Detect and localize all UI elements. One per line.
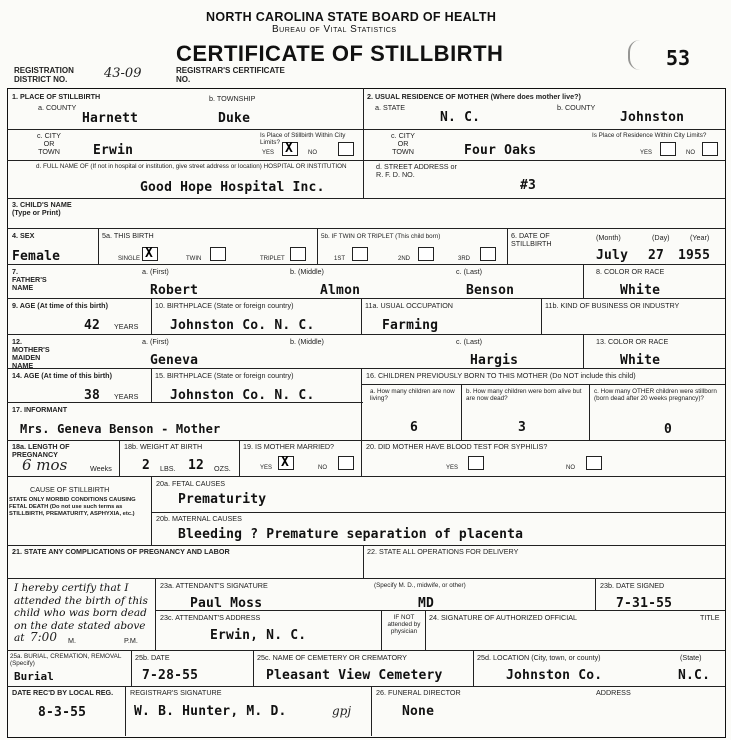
first-label: 1ST (334, 256, 346, 262)
twin-label: TWIN (186, 256, 202, 262)
month-label: (Month) (596, 233, 621, 242)
father-industry-label: 11b. KIND OF BUSINESS OR INDUSTRY (545, 301, 680, 310)
date-signed-label: 23b. DATE SIGNED (600, 581, 665, 590)
order-first-box[interactable] (352, 247, 368, 261)
title-label: TITLE (700, 613, 720, 622)
burial-method: Burial (14, 670, 54, 683)
certification-statement: I hereby certify that I attended the birth of this child who was born dead on the date stated above at (14, 582, 148, 644)
birth-single-box[interactable] (142, 247, 158, 261)
fetal-causes-label: 20a. FETAL CAUSES (156, 479, 226, 488)
burial-date-label: 25b. DATE (135, 653, 170, 662)
day-label: (Day) (652, 233, 670, 242)
registrar-sig-label: REGISTRAR'S SIGNATURE (130, 688, 222, 697)
cause-instructions: STATE ONLY MORBID CONDITIONS CAUSING FETAL DEATH (Do not use such terms as STILLBIRTH, PREMATURITY, ASPHYXIA, etc.) (9, 497, 136, 517)
living-label: a. How many children are now living? (370, 388, 455, 402)
stillbirth-month: July (596, 248, 629, 263)
am-label: M. (68, 636, 76, 645)
funeral-director: None (402, 704, 435, 719)
father-age: 42 (84, 318, 101, 333)
children-living: 6 (410, 420, 419, 435)
cert-number: 53 (666, 46, 691, 70)
father-birthplace-label: 10. BIRTHPLACE (State or foreign country) (155, 301, 294, 310)
syphilis-yes-box[interactable] (468, 456, 484, 470)
father-birthplace: Johnston Co. N. C. (170, 318, 315, 333)
pregnancy-length: 6 mos (22, 456, 68, 474)
married-label: 19. IS MOTHER MARRIED? (243, 442, 335, 451)
place-label: 1. PLACE OF STILLBIRTH (12, 92, 101, 101)
county-label: a. COUNTY (38, 103, 77, 112)
agency-name: NORTH CAROLINA STATE BOARD OF HEALTH (206, 10, 497, 24)
father-last-label: c. (Last) (456, 267, 482, 276)
if-not-label: IF NOT attended by physician (387, 614, 421, 635)
certificate-title: CERTIFICATE OF STILLBIRTH (176, 41, 504, 66)
mother-age: 38 (84, 388, 101, 403)
cemetery-label: 25c. NAME OF CEMETERY OR CREMATORY (257, 653, 407, 662)
father-occupation: Farming (382, 318, 439, 333)
place-township: Duke (218, 111, 251, 126)
children-dead: 3 (518, 420, 527, 435)
reg-district-value: 43-09 (104, 66, 142, 81)
mother-name-label: 12. MOTHER'S MAIDEN NAME (12, 337, 50, 370)
cemetery-name: Pleasant View Cemetery (266, 668, 443, 683)
father-first-label: a. (First) (142, 267, 169, 276)
father-race: White (620, 283, 661, 298)
maternal-causes: Bleeding ? Premature separation of placenta (178, 527, 524, 542)
syphilis-no-box[interactable] (586, 456, 602, 470)
third-label: 3RD (458, 256, 471, 262)
date-received: 8-3-55 (38, 705, 87, 720)
mother-birthplace-label: 15. BIRTHPLACE (State or foreign country) (155, 371, 294, 380)
pm-label: P.M. (124, 636, 138, 645)
stamp-mark (628, 40, 658, 70)
funeral-director-label: 26. FUNERAL DIRECTOR (376, 688, 461, 697)
father-middle: Almon (320, 283, 361, 298)
father-last: Benson (466, 283, 515, 298)
informant-label: 17. INFORMANT (12, 405, 68, 414)
child-name-label: 3. CHILD'S NAME (Type or Print) (12, 200, 72, 217)
father-middle-label: b. (Middle) (290, 267, 324, 276)
no-label: NO (566, 465, 575, 471)
father-name-label: 7. FATHER'S NAME (12, 267, 47, 292)
bureau-name: Bureau of Vital Statistics (272, 24, 397, 35)
attendant-signature: Paul Moss (190, 596, 263, 611)
birth-twin-box[interactable] (210, 247, 226, 261)
weight-lbs: 2 (142, 458, 151, 473)
burial-state: N.C. (678, 668, 711, 683)
mother-first-label: a. (First) (142, 337, 169, 346)
lbs-label: LBS. (160, 464, 176, 473)
residence-county: Johnston (620, 110, 685, 125)
sex-label: 4. SEX (12, 231, 35, 240)
director-address-label: ADDRESS (596, 688, 631, 697)
attendant-address-label: 23c. ATTENDANT'S ADDRESS (160, 613, 261, 622)
second-label: 2ND (398, 256, 411, 262)
mother-race: White (620, 353, 661, 368)
date-received-label: DATE REC'D BY LOCAL REG. (12, 688, 114, 697)
authorized-label: 24. SIGNATURE OF AUTHORIZED OFFICIAL (429, 613, 578, 622)
years-label: YEARS (114, 392, 139, 401)
fetal-causes: Prematurity (178, 492, 267, 507)
specify-label: (Specify M. D., midwife, or other) (374, 582, 466, 589)
maternal-causes-label: 20b. MATERNAL CAUSES (156, 514, 242, 523)
father-occupation-label: 11a. USUAL OCCUPATION (365, 301, 453, 310)
child-sex: Female (12, 249, 61, 264)
father-race-label: 8. COLOR OR RACE (596, 267, 665, 276)
informant-value: Mrs. Geneva Benson - Mother (20, 422, 221, 436)
place-within-city-no[interactable] (338, 142, 354, 156)
mother-birthplace: Johnston Co. N. C. (170, 388, 315, 403)
city-label: c. CITY OR TOWN (37, 131, 61, 156)
single-label: SINGLE (118, 256, 141, 262)
attendant-type: MD (418, 596, 435, 611)
order-second-box[interactable] (418, 247, 434, 261)
burial-location: Johnston Co. (506, 668, 603, 683)
no-label: NO (308, 150, 317, 156)
children-label: 16. CHILDREN PREVIOUSLY BORN TO THIS MOTHER (Do NOT include this child) (366, 371, 636, 380)
father-age-label: 9. AGE (At time of this birth) (12, 301, 108, 310)
mother-middle-label: b. (Middle) (290, 337, 324, 346)
stillbirth-day: 27 (648, 248, 665, 263)
place-within-city-yes[interactable] (282, 142, 298, 156)
hospital-name: Good Hope Hospital Inc. (140, 180, 325, 195)
operations-label: 22. STATE ALL OPERATIONS FOR DELIVERY (367, 547, 519, 556)
yes-label: YES (262, 150, 275, 156)
no-label: NO (686, 150, 695, 156)
weeks-label: Weeks (90, 464, 112, 473)
residence-street: #3 (520, 178, 537, 193)
weight-ozs: 12 (188, 458, 205, 473)
yes-label: YES (446, 465, 459, 471)
stillborn-label: c. How many OTHER children were stillborn (born dead after 20 weeks pregnancy)? (594, 388, 717, 402)
attendant-address: Erwin, N. C. (210, 628, 307, 643)
burial-date: 7-28-55 (142, 668, 199, 683)
year-label: (Year) (690, 233, 710, 242)
attendant-sig-label: 23a. ATTENDANT'S SIGNATURE (160, 581, 268, 590)
residence-city: Four Oaks (464, 143, 537, 158)
cause-label: CAUSE OF STILLBIRTH (30, 485, 110, 494)
triplet-label: TRIPLET (260, 256, 285, 262)
hospital-label: d. FULL NAME OF (If not in hospital or institution, give street address or location) HOSPITAL OR INSTITUTION (36, 163, 347, 170)
burial-state-label: (State) (680, 653, 702, 662)
street-label: d. STREET ADDRESS or R. F. D. NO. (376, 162, 457, 179)
res-city-label: c. CITY OR TOWN (391, 131, 415, 156)
date-signed: 7-31-55 (616, 596, 673, 611)
mother-race-label: 13. COLOR OR RACE (596, 337, 669, 346)
ozs-label: OZS. (214, 464, 231, 473)
mother-first: Geneva (150, 353, 199, 368)
stillbirth-year: 1955 (678, 248, 711, 263)
married-yes-box[interactable] (278, 456, 294, 470)
no-label: NO (318, 465, 327, 471)
birth-triplet-box[interactable] (290, 247, 306, 261)
father-first: Robert (150, 283, 199, 298)
reg-district-label: REGISTRATION DISTRICT NO. (14, 66, 74, 84)
location-label: 25d. LOCATION (City, town, or county) (477, 653, 601, 662)
burial-label: 25a. BURIAL, CREMATION, REMOVAL (Specify) (10, 653, 122, 667)
place-county: Harnett (82, 111, 139, 126)
residence-label: 2. USUAL RESIDENCE OF MOTHER (Where does mother live?) (367, 92, 581, 101)
married-no-box[interactable] (338, 456, 354, 470)
mother-last: Hargis (470, 353, 519, 368)
mother-age-label: 14. AGE (At time of this birth) (12, 371, 112, 380)
township-label: b. TOWNSHIP (209, 94, 256, 103)
registrar-initials: gpj (332, 704, 352, 718)
res-county-label: b. COUNTY (557, 103, 596, 112)
registrar-signature: W. B. Hunter, M. D. (134, 704, 287, 719)
years-label: YEARS (114, 322, 139, 331)
pregnancy-length-label: 18a. LENGTH OF PREGNANCY (12, 442, 70, 459)
res-within-city-label: Is Place of Residence Within City Limits? (592, 132, 707, 139)
residence-within-city-no[interactable] (702, 142, 718, 156)
yes-label: YES (640, 150, 653, 156)
complications-label: 21. STATE ANY COMPLICATIONS OF PREGNANCY AND LABOR (12, 547, 230, 556)
weight-label: 18b. WEIGHT AT BIRTH (124, 442, 203, 451)
syphilis-label: 20. DID MOTHER HAVE BLOOD TEST FOR SYPHILIS? (366, 442, 548, 451)
registrar-cert-label: REGISTRAR'S CERTIFICATE NO. (176, 66, 285, 84)
residence-state: N. C. (440, 110, 481, 125)
this-birth-label: 5a. THIS BIRTH (102, 231, 154, 240)
order-third-box[interactable] (480, 247, 496, 261)
within-city-label: Is Place of Stillbirth Within City Limits? (260, 132, 346, 146)
certification-time: 7:00 (30, 630, 57, 644)
residence-within-city-yes[interactable] (660, 142, 676, 156)
dead-label: b. How many children were born alive but are now dead? (466, 388, 582, 402)
children-stillborn: 0 (664, 422, 673, 437)
place-city: Erwin (93, 143, 134, 158)
yes-label: YES (260, 465, 273, 471)
date-stillbirth-label: 6. DATE OF STILLBIRTH (511, 231, 552, 248)
state-label: a. STATE (375, 103, 406, 112)
mother-last-label: c. (Last) (456, 337, 482, 346)
twin-triplet-label: 5b. IF TWIN OR TRIPLET (This child born) (321, 233, 441, 240)
